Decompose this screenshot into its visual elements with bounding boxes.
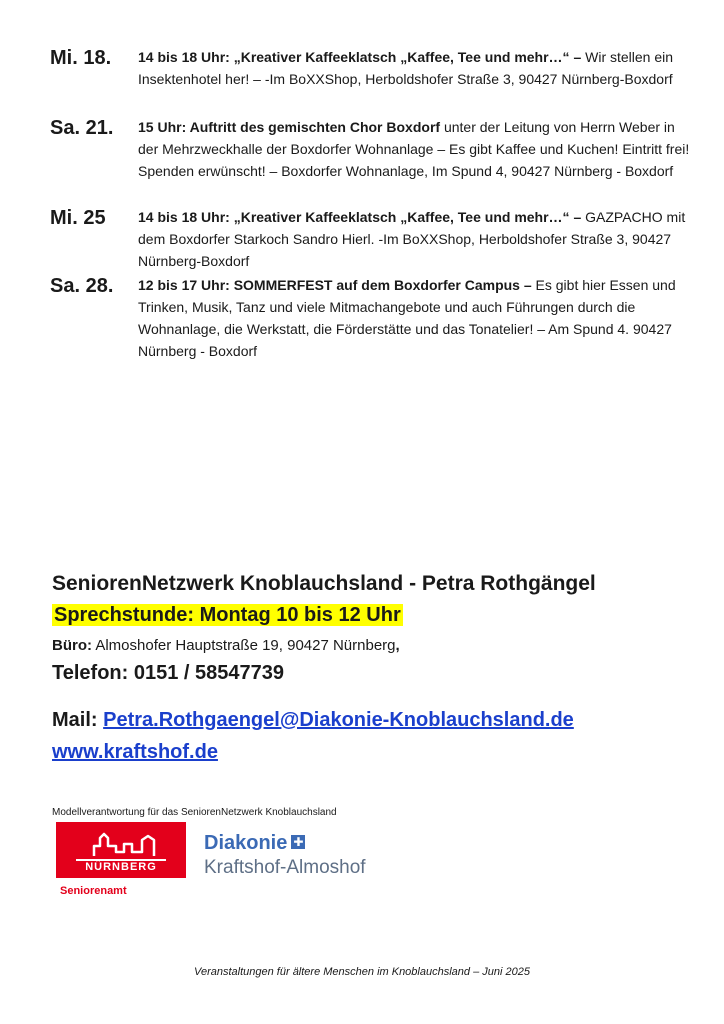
diakonie-cross-icon: ✚: [293, 835, 304, 849]
seniorenamt-label: Seniorenamt: [60, 885, 127, 897]
diakonie-logo-text: Diakonie: [204, 832, 288, 854]
network-title: SeniorenNetzwerk Knoblauchsland - Petra Rothgängel: [52, 572, 596, 595]
nuernberg-logo-text: NÜRNBERG: [85, 861, 157, 873]
mail-link[interactable]: Petra.Rothgaengel@Diakonie-Knoblauchsland.de: [103, 709, 574, 731]
mail-label: Mail:: [52, 709, 104, 731]
event-time-title: 14 bis 18 Uhr: „Kreativer Kaffeeklatsch „Kaffee, Tee und mehr…“ –: [138, 49, 582, 65]
mail-line: [52, 709, 692, 732]
event-time-title: 14 bis 18 Uhr: „Kreativer Kaffeeklatsch „Kaffee, Tee und mehr…“ –: [138, 209, 582, 225]
event-day: Mi. 18.: [50, 47, 112, 69]
office-comma: ,: [395, 637, 400, 654]
event-time-title: 12 bis 17 Uhr: SOMMERFEST auf dem Boxdorfer Campus –: [138, 277, 532, 293]
kraftshof-almoshof-label: Kraftshof-Almoshof: [204, 857, 366, 878]
city-skyline-icon: [56, 824, 186, 864]
website-link[interactable]: www.kraftshof.de: [52, 741, 218, 763]
office-label: Büro:: [52, 637, 92, 654]
office-address: [52, 637, 692, 654]
event-day: Sa. 21.: [50, 117, 114, 139]
office-hours-highlight: Sprechstunde: Montag 10 bis 12 Uhr: [54, 604, 401, 626]
event-details: GAZPACHO mit dem Boxdorfer Starkoch Sandro Hierl. -Im BoXXShop, Herboldshofer Straße 3, 90427 Nürnberg-Boxdorf: [138, 209, 686, 269]
event-description: [138, 274, 690, 362]
event-time-title: 15 Uhr: Auftritt des gemischten Chor Boxdorf: [138, 119, 441, 135]
event-description: [138, 46, 690, 90]
phone-number: Telefon: 0151 / 58547739: [52, 662, 284, 684]
diakonie-logo: [204, 832, 305, 855]
nuernberg-logo: [56, 822, 186, 878]
responsibility-note: Modellverantwortung für das SeniorenNetzwerk Knoblauchsland: [52, 807, 337, 818]
event-details: unter der Leitung von Herrn Weber in der Mehrzweckhalle der Boxdorfer Wohnanlage – Es gibt Kaffee und Kuchen! Eintritt frei! Spenden erwünscht! – Boxdorfer Wohnanlage, Im Spund 4, 90427 Nürnberg - Boxdorf: [138, 119, 690, 179]
event-details: Wir stellen ein Insektenhotel her! – -Im BoXXShop, Herboldshofer Straße 3, 90427 Nürnberg-Boxdorf: [138, 49, 674, 87]
website-line: [52, 741, 692, 764]
office-address-text: Almoshofer Hauptstraße 19, 90427 Nürnberg: [92, 637, 396, 654]
event-details: Es gibt hier Essen und Trinken, Musik, Tanz und viele Mitmachangebote und auch Führungen durch die Wohnanlage, die Werkstatt, die Förderstätte und das Tonatelier! – Am Spund 4. 90427 Nürnberg - Boxdorf: [138, 277, 676, 359]
event-day: Mi. 25: [50, 207, 106, 229]
office-hours: [52, 604, 692, 627]
event-description: [138, 206, 690, 272]
event-day: Sa. 28.: [50, 275, 114, 297]
event-description: [138, 116, 690, 182]
page-footer: Veranstaltungen für ältere Menschen im Knoblauchsland – Juni 2025: [194, 966, 530, 978]
